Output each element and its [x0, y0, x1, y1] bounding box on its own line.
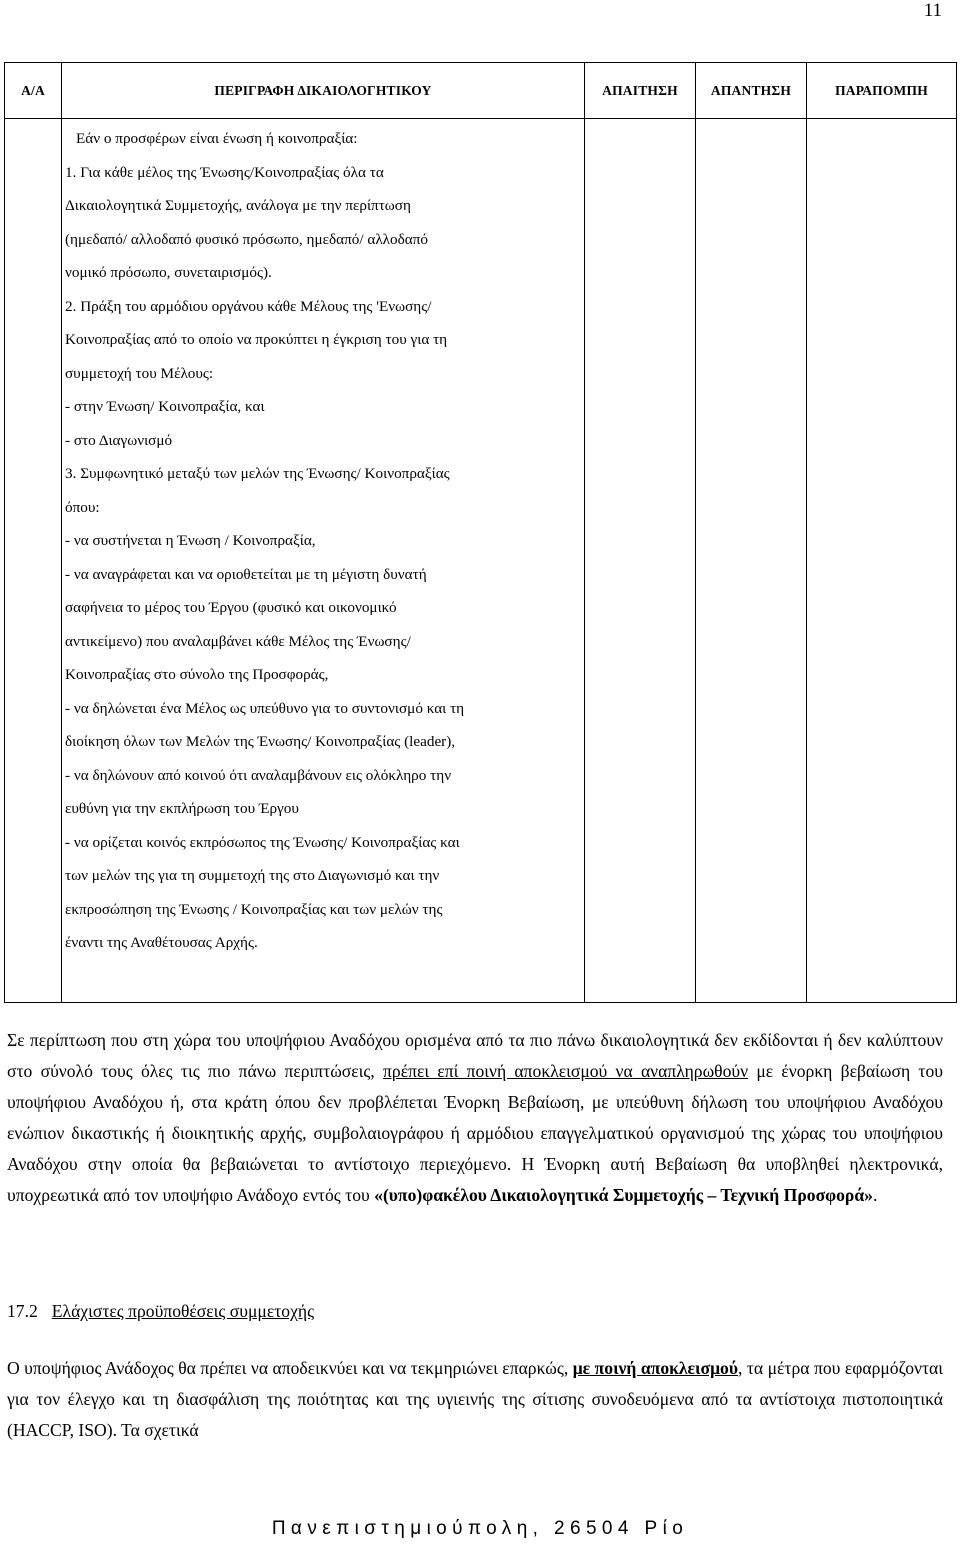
paragraph-exception-note [7, 1025, 943, 1210]
description-line: των μελών της για τη συμμετοχή της στο Διαγωνισμό και την [65, 867, 440, 884]
header-description: ΠΕΡΙΓΡΑΦΗ ΔΙΚΑΙΟΛΟΓΗΤΙΚΟΥ [62, 63, 585, 119]
requirements-table [4, 62, 957, 1003]
paragraph-text: . [872, 1184, 878, 1205]
description-line: - στο Διαγωνισμό [65, 431, 173, 449]
description-line: - να συστήνεται η Ένωση / Κοινοπραξία, [65, 532, 316, 549]
description-line: - να δηλώνεται ένα Μέλος ως υπεύθυνο για το συντονισμό και τη [65, 699, 465, 717]
table-row [5, 119, 957, 1003]
paragraph-text: με ένορκη βεβαίωση του υποψήφιου Αναδόχου ή, στα κράτη όπου δεν προβλέπεται Ένορκη Βεβαίωση, με υπεύθυνη δήλωση του υποψήφιου Αναδόχου ενώπιον δικαστικής ή διοικητικής αρχής, συμβολαιογράφου ή αρμόδιου επαγγελματικού οργανισμού της χώρας του υποψήφιου Αναδόχου στην οποία θα βεβαιώνεται το αντίστοιχο περιεχόμενο. Η Ένορκη αυτή Βεβαίωση θα υποβληθεί ηλεκτρονικά, υποχρεωτικά από τον υποψήφιο Ανάδοχο εντός του [7, 1060, 943, 1205]
description-line: (ημεδαπό/ αλλοδαπό φυσικό πρόσωπο, ημεδαπό/ αλλοδαπό [65, 230, 429, 248]
description-cell [62, 119, 585, 1003]
header-reference: ΠΑΡΑΠΟΜΠΗ [807, 63, 957, 119]
bold-text: «(υπο)φακέλου Δικαιολογητικά Συμμετοχής – Τεχνική Προσφορά» [374, 1184, 873, 1205]
description-line: - να ορίζεται κοινός εκπρόσωπος της Ένωσης/ Κοινοπραξίας και [65, 833, 460, 851]
description-line: 2. Πράξη του αρμόδιου οργάνου κάθε Μέλους της 'Ενωσης/ [65, 297, 432, 315]
answer-cell [696, 119, 807, 1003]
header-answer: ΑΠΑΝΤΗΣΗ [696, 63, 807, 119]
paragraph-text: Σε περίπτωση που στη χώρα του υποψήφιου Αναδόχου ορισμένα από τα πιο πάνω δικαιολογητικά δεν εκδίδονται ή δεν καλύπτουν στο σύνολό τους όλες τις πιο πάνω περιπτώσεις, [7, 1030, 943, 1081]
header-aa: Α/Α [5, 63, 62, 119]
description-line: νομικό πρόσωπο, συνεταιρισμός). [65, 264, 272, 281]
bold-underlined-text: με ποινή αποκλεισμού [572, 1358, 738, 1378]
description-line: - να αναγράφεται και να οριοθετείται με τη μέγιστη δυνατή [65, 565, 427, 583]
description-line: - στην Ένωση/ Κοινοπραξία, και [65, 398, 265, 415]
page-footer: Πανεπιστημιούπολη, 26504 Ρίο [271, 1518, 689, 1539]
header-requirement: ΑΠΑΙΤΗΣΗ [585, 63, 696, 119]
aa-cell [5, 119, 62, 1003]
table-header-row [5, 63, 957, 119]
description-line: συμμετοχή του Μέλους: [65, 364, 214, 382]
description-line: σαφήνεια το μέρος του Έργου (φυσικό και οικονομικό [65, 599, 397, 616]
underlined-text: πρέπει επί ποινή αποκλεισμού να αναπληρωθούν [383, 1060, 749, 1081]
section-number: 17.2 [7, 1301, 38, 1321]
requirement-cell [585, 119, 696, 1003]
description-line: έναντι της Αναθέτουσας Αρχής. [65, 934, 258, 951]
description-line: - να δηλώνουν από κοινού ότι αναλαμβάνουν εις ολόκληρο την [65, 766, 452, 784]
reference-cell [807, 119, 957, 1003]
description-line: διοίκηση όλων των Μελών της Ένωσης/ Κοινοπραξίας (leader), [65, 733, 456, 750]
description-line: ευθύνη για την εκπλήρωση του Έργου [65, 800, 299, 817]
description-line: αντικείμενο) που αναλαμβάνει κάθε Μέλος της Ένωσης/ [65, 632, 411, 650]
description-line: Κοινοπραξίας από το οποίο να προκύπτει η έγκριση του για τη [65, 331, 448, 348]
description-line: εκπροσώπηση της Ένωσης / Κοινοπραξίας και των μελών της [65, 900, 443, 918]
page-number: 11 [923, 0, 942, 21]
description-line: Δικαιολογητικά Συμμετοχής, ανάλογα με την περίπτωση [65, 197, 411, 214]
paragraph-text: Ο υποψήφιος Ανάδοχος θα πρέπει να αποδεικνύει και να τεκμηριώνει επαρκώς, [7, 1358, 573, 1378]
paragraph-text: , τα μέτρα που εφαρμόζονται για τον έλεγχο και τη διασφάλιση της ποιότητας και της υγιεινής της σίτισης συνοδευόμενα από τα αντίστοιχα πιστοποιητικά (HACCP, ISO). Τα σχετικά [7, 1358, 943, 1440]
paragraph-minimum-requirements [7, 1353, 943, 1446]
description-line: 3. Συμφωνητικό μεταξύ των μελών της Ένωσης/ Κοινοπραξίας [65, 465, 450, 482]
description-line: Εάν ο προσφέρων είναι ένωση ή κοινοπραξία: [76, 130, 358, 147]
description-line: 1. Για κάθε μέλος της Ένωσης/Κοινοπραξίας όλα τα [65, 163, 384, 181]
description-line: Κοινοπραξίας στο σύνολο της Προσφοράς, [65, 666, 329, 683]
section-heading [7, 1301, 314, 1322]
description-line: όπου: [65, 498, 100, 516]
section-title: Ελάχιστες προϋποθέσεις συμμετοχής [51, 1301, 315, 1321]
